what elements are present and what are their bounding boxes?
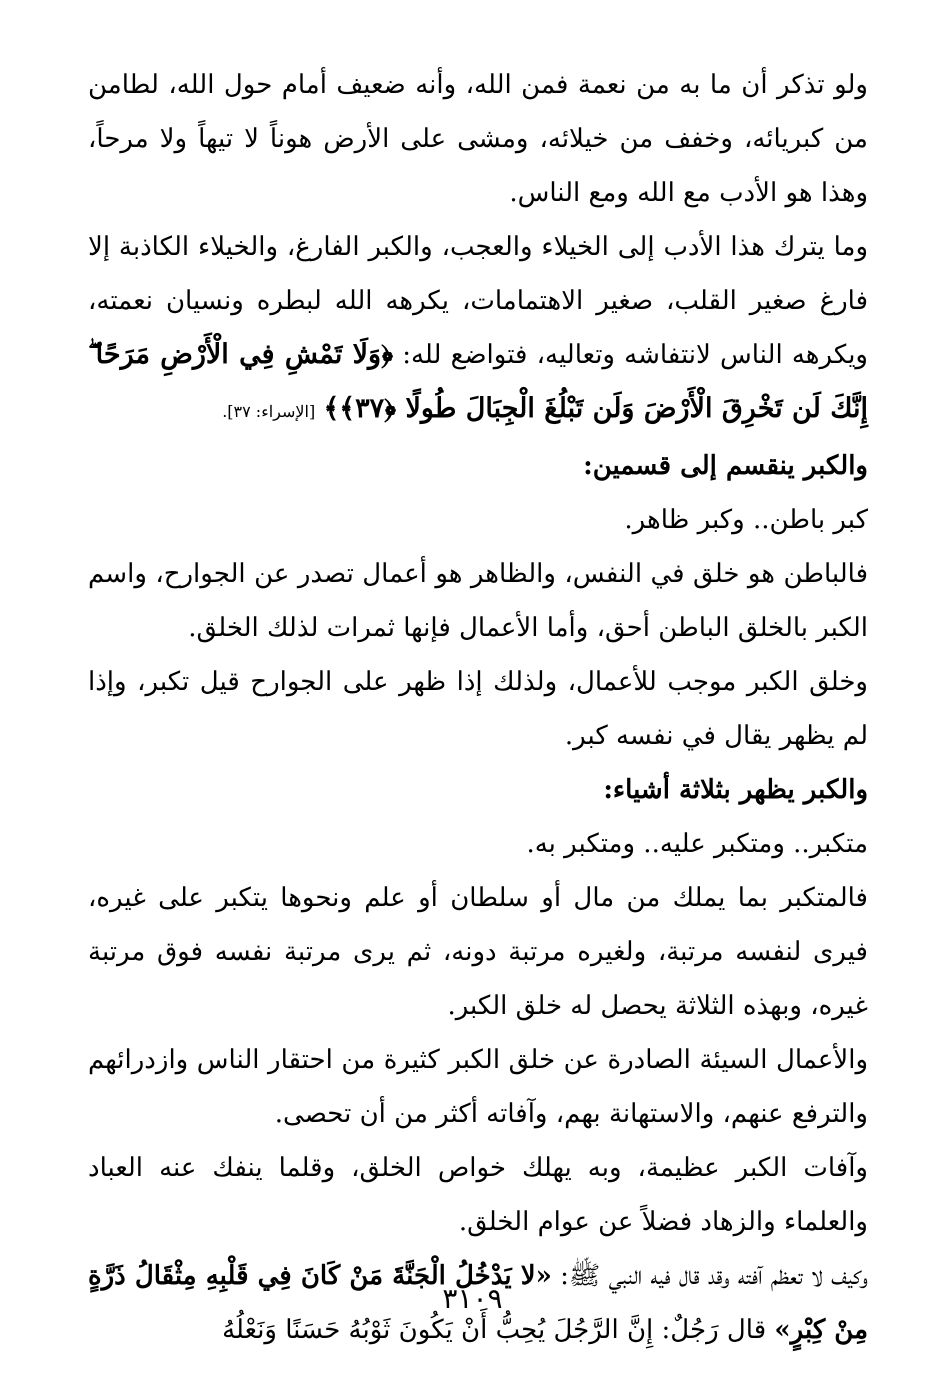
paragraph-manifestation: وخلق الكبر موجب للأعمال، ولذلك إذا ظهر على الجوارح قيل تكبر، وإذا لم يظهر يقال في نفسه كبر. — [88, 667, 868, 751]
paragraph-arrogant-explanation: فالمتكبر بما يملك من مال أو سلطان أو علم ونحوها يتكبر على غيره، فيرى لنفسه مرتبة، ولغيره مرتبة دونه، ثم يرى مرتبة نفسه فوق مرتبة غيره، وبهذه الثلاثة يحصل له خلق الكبر. — [88, 883, 868, 1021]
section-heading-two-types: والكبر ينقسم إلى قسمين: — [583, 451, 868, 481]
page-body — [88, 58, 868, 1357]
verse-reference: [الإسراء: ٣٧]. — [222, 402, 316, 421]
paragraph-text-continued: قال رَجُلٌ: إِنَّ الرَّجُلَ يُحِبُّ أَنْ يَكُونَ ثَوْبُهُ حَسَنًا وَنَعْلُهُ — [222, 1315, 767, 1345]
page-number: ٣١٠٩ — [442, 1282, 503, 1315]
paragraph-afflictions: وآفات الكبر عظيمة، وبه يهلك خواص الخلق، وقلما ينفك عنه العباد والعلماء والزهاد فضلاً عن عوام الخلق. — [88, 1153, 868, 1237]
section-heading-three-things: والكبر يظهر بثلاثة أشياء: — [603, 775, 868, 805]
quran-verse: ﴿وَلَا تَمْشِ فِي الْأَرْضِ مَرَحًا ۖ إِنَّكَ لَن تَخْرِقَ الْأَرْضَ وَلَن تَبْلُغَ الْجِبَالَ طُولًا ﴿٣٧﴾﴾ — [88, 339, 868, 424]
paragraph-two-types: كبر باطن.. وكبر ظاهر. — [624, 505, 868, 535]
paragraph-text: وما يترك هذا الأدب إلى الخيلاء والعجب، والكبر الفارغ، والخيلاء الكاذبة إلا فارغ صغير القلب، صغير الاهتمامات، يكرهه الله لبطره ونسيان نعمته، ويكرهه الناس لانتفاشه وتعاليه، فتواضع لله: — [88, 232, 868, 370]
paragraph-arrogance-quran — [88, 220, 868, 439]
paragraph-text: وكيف لا تعظم آفته وقد قال فيه النبي ﷺ: — [560, 1261, 869, 1291]
paragraph-humility: ولو تذكر أن ما به من نعمة فمن الله، وأنه ضعيف أمام حول الله، لطامن من كبريائه، وخفف من خيلائه، ومشى على الأرض هوناً لا تيهاً ولا مرحاً، وهذا هو الأدب مع الله ومع الناس. — [88, 70, 868, 208]
paragraph-three-things: متكبر.. ومتكبر عليه.. ومتكبر به. — [526, 829, 868, 859]
hadith-quote: «لا يَدْخُلُ الْجَنَّةَ مَنْ كَانَ فِي قَلْبِهِ مِثْقَالُ ذَرَّةٍ مِنْ كِبْرٍ» — [88, 1261, 868, 1345]
paragraph-bad-deeds: والأعمال السيئة الصادرة عن خلق الكبر كثيرة من احتقار الناس وازدرائهم والترفع عنهم، والاستهانة بهم، وآفاته أكثر من أن تحصى. — [88, 1045, 868, 1129]
paragraph-inner-outer: فالباطن هو خلق في النفس، والظاهر هو أعمال تصدر عن الجوارح، واسم الكبر بالخلق الباطن أحق، وأما الأعمال فإنها ثمرات لذلك الخلق. — [88, 559, 868, 643]
